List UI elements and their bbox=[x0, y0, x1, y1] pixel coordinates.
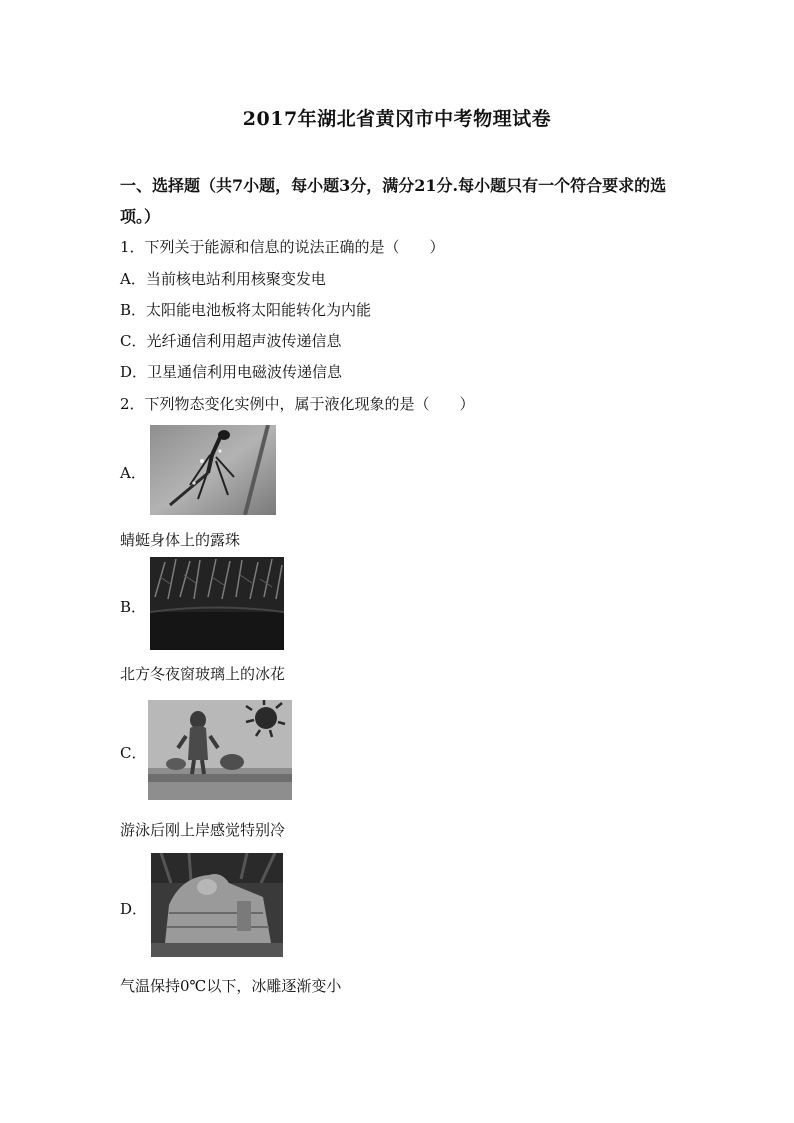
question-2-option-b-letter: B． bbox=[120, 598, 147, 616]
section-heading-line-2: 项。） bbox=[120, 207, 161, 226]
dragonfly-dew-photo bbox=[150, 425, 276, 515]
exam-title: 2017年湖北省黄冈市中考物理试卷 bbox=[242, 108, 552, 130]
section-heading bbox=[120, 170, 690, 232]
question-1-option-a: A．当前核电站利用核聚变发电 bbox=[120, 270, 326, 288]
question-1-option-b: B．太阳能电池板将太阳能转化为内能 bbox=[120, 301, 372, 319]
window-frost-photo bbox=[150, 557, 284, 650]
swimmer-shivering-photo bbox=[148, 700, 292, 800]
question-2-option-d-letter: D． bbox=[120, 900, 148, 918]
question-2-option-c-letter: C． bbox=[120, 744, 147, 762]
question-2-stem: 2．下列物态变化实例中，属于液化现象的是（ ） bbox=[120, 395, 475, 413]
section-heading-line-1: 一、选择题（共7小题，每小题3分，满分21分.每小题只有一个符合要求的选 bbox=[120, 176, 667, 195]
ice-sculpture-photo bbox=[151, 853, 283, 957]
question-2-option-b-caption: 北方冬夜窗玻璃上的冰花 bbox=[120, 665, 286, 683]
question-2-option-a-letter: A． bbox=[120, 464, 146, 482]
question-2-option-d-caption: 气温保持0℃以下，冰雕逐渐变小 bbox=[120, 977, 342, 995]
question-2-option-a-caption: 蜻蜓身体上的露珠 bbox=[120, 531, 241, 549]
question-1-stem: 1．下列关于能源和信息的说法正确的是（ ） bbox=[120, 238, 445, 256]
question-2-option-c-caption: 游泳后刚上岸感觉特别冷 bbox=[120, 821, 286, 839]
question-1-option-d: D．卫星通信利用电磁波传递信息 bbox=[120, 363, 343, 381]
question-1-option-c: C．光纤通信利用超声波传递信息 bbox=[120, 332, 342, 350]
